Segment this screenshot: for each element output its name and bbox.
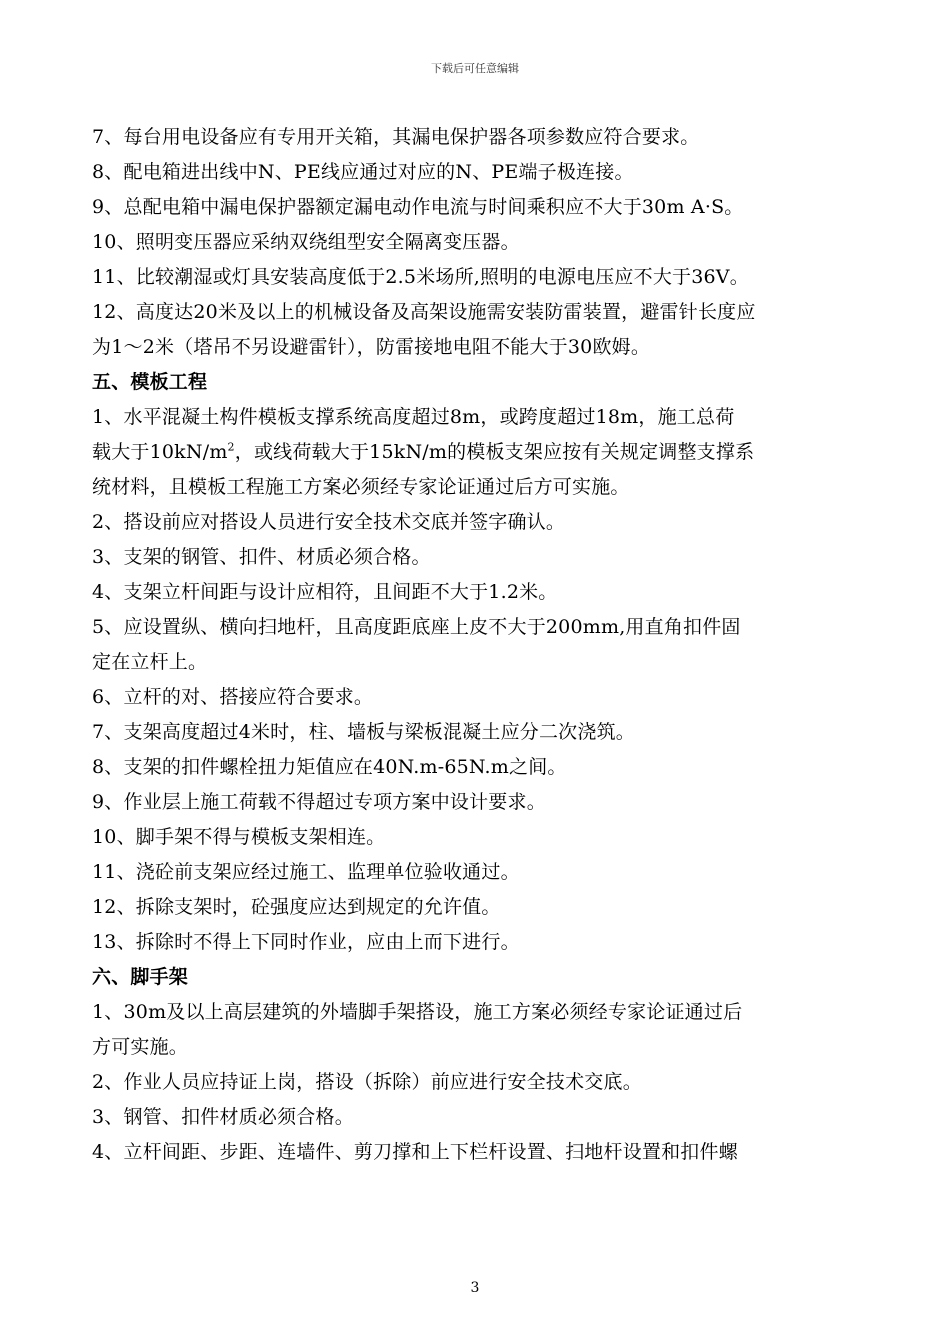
section-heading: 六、脚手架 — [92, 966, 189, 988]
text-line: 8、配电箱进出线中N、PE线应通过对应的N、PE端子极连接。 — [92, 161, 634, 183]
text-line: 9、总配电箱中漏电保护器额定漏电动作电流与时间乘积应不大于30m A·S。 — [92, 196, 744, 218]
text-line: 为1～2米（塔吊不另设避雷针），防雷接地电阻不能大于30欧姆。 — [92, 336, 651, 358]
text-line: 2、作业人员应持证上岗，搭设（拆除）前应进行安全技术交底。 — [92, 1071, 642, 1093]
text-line: 定在立杆上。 — [92, 651, 208, 673]
text-line: 7、每台用电设备应有专用开关箱，其漏电保护器各项参数应符合要求。 — [92, 126, 700, 148]
text-line: 10、脚手架不得与模板支架相连。 — [92, 826, 386, 848]
text-line — [92, 435, 862, 470]
text-line: 4、支架立杆间距与设计应相符，且间距不大于1.2米。 — [92, 581, 558, 603]
text-line: 4、立杆间距、步距、连墙件、剪刀撑和上下栏杆设置、扫地杆设置和扣件螺 — [92, 1141, 738, 1163]
text-line: 3、钢管、扣件材质必须合格。 — [92, 1106, 354, 1128]
text-line: 5、应设置纵、横向扫地杆，且高度距底座上皮不大于200mm,用直角扣件固 — [92, 616, 741, 638]
page-number: 3 — [470, 1280, 480, 1296]
text-line: 12、高度达20米及以上的机械设备及高架设施需安装防雷装置，避雷针长度应 — [92, 301, 756, 323]
text-line: 3、支架的钢管、扣件、材质必须合格。 — [92, 546, 431, 568]
text-line: 6、立杆的对、搭接应符合要求。 — [92, 686, 374, 708]
text-line: 12、拆除支架时，砼强度应达到规定的允许值。 — [92, 896, 501, 918]
text-line: 1、水平混凝土构件模板支撑系统高度超过8m，或跨度超过18m，施工总荷 — [92, 406, 735, 428]
text-line: 8、支架的扣件螺栓扭力矩值应在40N.m-65N.m之间。 — [92, 756, 567, 778]
text-line: 统材料，且模板工程施工方案必须经专家论证通过后方可实施。 — [92, 476, 630, 498]
text-line: 1、30m及以上高层建筑的外墙脚手架搭设，施工方案必须经专家论证通过后 — [92, 1001, 743, 1023]
text-line: 方可实施。 — [92, 1036, 189, 1058]
text-line: 7、支架高度超过4米时，柱、墙板与梁板混凝土应分二次浇筑。 — [92, 721, 635, 743]
text-segment: 载大于10kN/m — [92, 441, 228, 463]
text-line: 2、搭设前应对搭设人员进行安全技术交底并签字确认。 — [92, 511, 566, 533]
text-line: 9、作业层上施工荷载不得超过专项方案中设计要求。 — [92, 791, 546, 813]
text-line: 11、比较潮湿或灯具安装高度低于2.5米场所,照明的电源电压应不大于36V。 — [92, 266, 749, 288]
text-line: 10、照明变压器应采纳双绕组型安全隔离变压器。 — [92, 231, 520, 253]
text-line: 13、拆除时不得上下同时作业，应由上而下进行。 — [92, 931, 520, 953]
section-heading: 五、模板工程 — [92, 371, 208, 393]
text-line: 11、浇砼前支架应经过施工、监理单位验收通过。 — [92, 861, 520, 883]
superscript: 2 — [227, 440, 235, 454]
text-segment: ，或线荷载大于15kN/m的模板支架应按有关规定调整支撑系 — [234, 441, 755, 463]
page-header: 下载后可任意编辑 — [431, 62, 519, 75]
document-body — [92, 120, 862, 1170]
